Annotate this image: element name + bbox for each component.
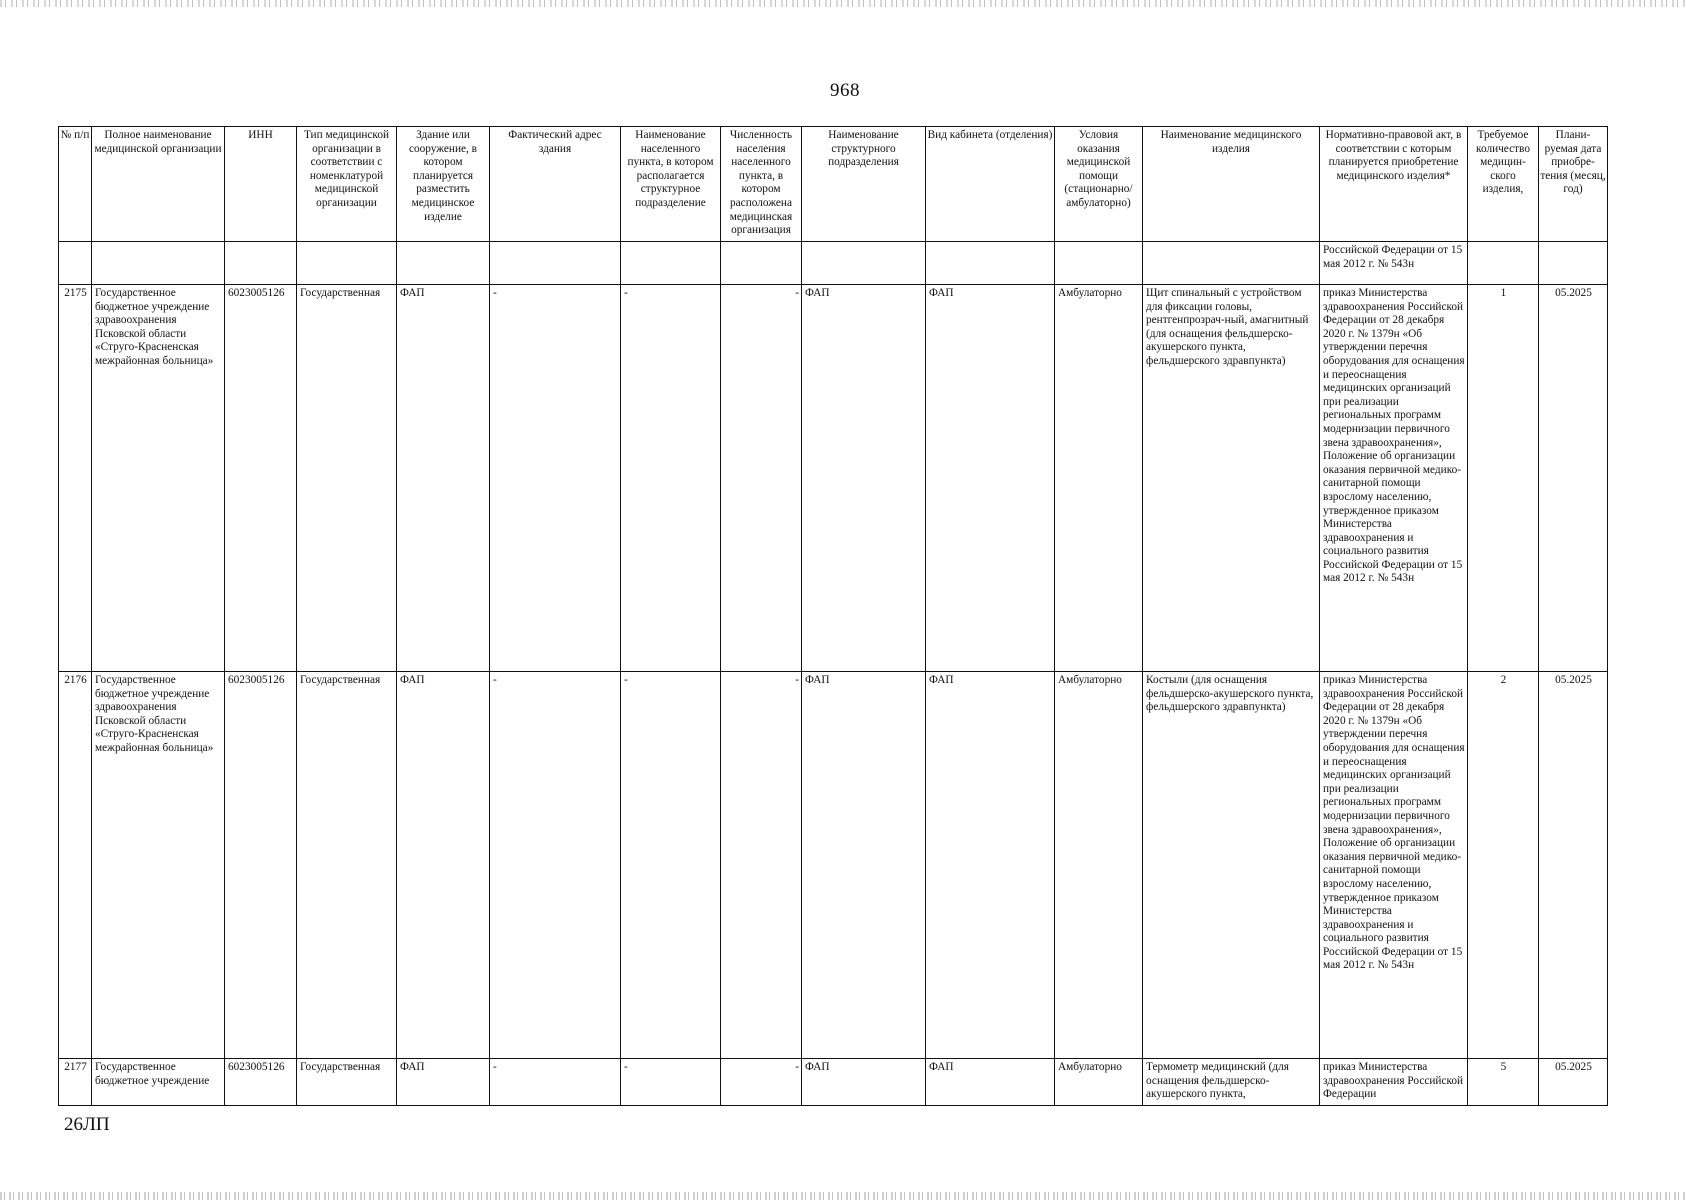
address-cell: - [490,285,621,672]
population-cell: - [721,1059,802,1106]
row-number-cell: 2177 [59,1059,92,1106]
conditions-cell: Амбулаторно [1055,1059,1143,1106]
subdivision-cell: ФАП [802,672,926,1059]
building-cell: ФАП [397,672,490,1059]
org-type-cell: Государственная [297,1059,397,1106]
header-cell: Наименование медицинского изделия [1143,127,1320,242]
header-cell: Плани-руемая дата приобре-тения (месяц, год) [1539,127,1608,242]
building-cell: ФАП [397,1059,490,1106]
locality-cell: - [621,672,721,1059]
inn-cell: 6023005126 [225,1059,297,1106]
quantity-cell: 2 [1468,672,1539,1059]
quantity-cell: 1 [1468,285,1539,672]
document-code: 26ЛП [64,1114,110,1135]
continuation-row [59,242,1608,285]
header-cell: Тип медицинской организации в соответствии с номенклатурой медицинской организации [297,127,397,242]
cabinet-cell: ФАП [926,285,1055,672]
header-cell: Требуемое количество медицин-ского изделия, [1468,127,1539,242]
device-cell: Костыли (для оснащения фельдшерско-акушерского пункта, фельдшерского здравпункта) [1143,672,1320,1059]
table-header-row [59,127,1608,242]
header-cell: Наименование населенного пункта, в котором располагается структурное подразделение [621,127,721,242]
header-cell: Здание или сооружение, в котором планируется разместить медицинское изделие [397,127,490,242]
header-cell: № п/п [59,127,92,242]
address-cell: - [490,672,621,1059]
table-row [59,285,1608,672]
header-cell: Фактический адрес здания [490,127,621,242]
building-cell: ФАП [397,285,490,672]
population-cell: - [721,285,802,672]
locality-cell: - [621,285,721,672]
conditions-cell: Амбулаторно [1055,285,1143,672]
legal-act-cell: приказ Министерства здравоохранения Российской Федерации от 28 декабря 2020 г. № 1379н «Об утверждении перечня оборудования для оснащения и переоснащения медицинских организаций при реализации региональных программ модернизации первичного звена здравоохранения», Положение об организации оказания первичной медико-санитарной помощи взрослому населению, утвержденное приказом Министерства здравоохранения и социального развития Российской Федерации от 15 мая 2012 г. № 543н [1320,285,1468,672]
inn-cell: 6023005126 [225,672,297,1059]
cabinet-cell: ФАП [926,1059,1055,1106]
planned-date-cell: 05.2025 [1539,1059,1608,1106]
conditions-cell: Амбулаторно [1055,672,1143,1059]
organization-cell: Государственное бюджетное учреждение здравоохранения Псковской области «Струго-Красненская межрайонная больница» [92,285,225,672]
header-cell: Численность населения населенного пункта, в котором расположена медицинская организация [721,127,802,242]
page-number: 968 [830,80,860,101]
cabinet-cell: ФАП [926,672,1055,1059]
scan-edge-top [0,0,1686,7]
org-type-cell: Государственная [297,672,397,1059]
subdivision-cell: ФАП [802,285,926,672]
legal-act-cell: приказ Министерства здравоохранения Российской Федерации [1320,1059,1468,1106]
org-type-cell: Государственная [297,285,397,672]
header-cell: Нормативно-правовой акт, в соответствии с которым планируется приобретение медицинского изделия* [1320,127,1468,242]
legal-act-cell: приказ Министерства здравоохранения Российской Федерации от 28 декабря 2020 г. № 1379н «Об утверждении перечня оборудования для оснащения и переоснащения медицинских организаций при реализации региональных программ модернизации первичного звена здравоохранения», Положение об организации оказания первичной медико-санитарной помощи взрослому населению, утвержденное приказом Министерства здравоохранения и социального развития Российской Федерации от 15 мая 2012 г. № 543н [1320,672,1468,1059]
population-cell: - [721,672,802,1059]
equipment-table [58,126,1608,1106]
header-cell: Полное наименование медицинской организации [92,127,225,242]
continuation-act-cell: Российской Федерации от 15 мая 2012 г. № 543н [1320,242,1468,285]
row-number-cell: 2176 [59,672,92,1059]
header-cell: Условия оказания медицинской помощи (стационарно/ амбулаторно) [1055,127,1143,242]
table-row [59,672,1608,1059]
row-number-cell: 2175 [59,285,92,672]
header-cell: Вид кабинета (отделения) [926,127,1055,242]
locality-cell: - [621,1059,721,1106]
organization-cell: Государственное бюджетное учреждение здравоохранения Псковской области «Струго-Красненская межрайонная больница» [92,672,225,1059]
inn-cell: 6023005126 [225,285,297,672]
organization-cell: Государственное бюджетное учреждение [92,1059,225,1106]
subdivision-cell: ФАП [802,1059,926,1106]
scan-edge-bottom [0,1192,1686,1200]
header-cell: ИНН [225,127,297,242]
planned-date-cell: 05.2025 [1539,672,1608,1059]
quantity-cell: 5 [1468,1059,1539,1106]
device-cell: Щит спинальный с устройством для фиксации головы, рентгенпрозрач-ный, амагнитный (для оснащения фельдшерско-акушерского пункта, фельдшерского здравпункта) [1143,285,1320,672]
planned-date-cell: 05.2025 [1539,285,1608,672]
device-cell: Термометр медицинский (для оснащения фельдшерско-акушерского пункта, [1143,1059,1320,1106]
header-cell: Наименование структурного подразделения [802,127,926,242]
table-row [59,1059,1608,1106]
address-cell: - [490,1059,621,1106]
